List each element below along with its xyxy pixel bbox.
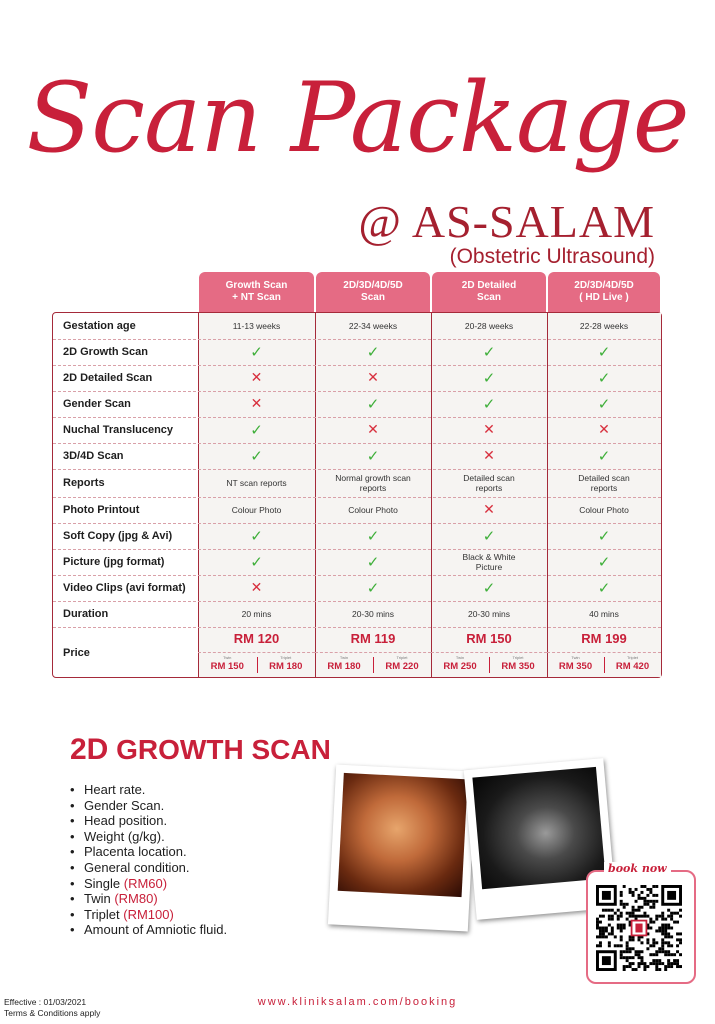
check-icon: ✓ [250,527,263,545]
growth-scan-title [70,732,331,768]
location-heading: @ AS-SALAM [358,196,655,247]
column-header-line: Scan [477,292,501,303]
price-sub-label: Twin [223,655,232,660]
column-header-line: 2D/3D/4D/5D [343,280,403,291]
check-icon: ✓ [597,395,611,413]
table-cell [547,469,661,497]
table-cell [547,497,661,523]
check-icon: ✓ [597,343,611,361]
row-label: Price [63,647,90,659]
cross-icon [315,365,431,391]
growth-scan-list [70,782,227,938]
check-icon [315,391,431,417]
cell-text: 20-28 weeks [464,321,514,331]
cross-icon: ✕ [367,422,379,438]
growth-scan-title-prefix: 2D [70,733,109,766]
effective-date: Effective : 01/03/2021 [4,997,87,1007]
table-cell [547,313,661,339]
row-label: Picture (jpg format) [63,556,165,568]
price-sub-label: Twin [339,655,349,660]
row-label: 3D/4D Scan [63,450,124,462]
row-label: Soft Copy (jpg & Avi) [63,530,173,542]
row-label: Video Clips (avi format) [63,582,186,594]
column-header-line: Growth Scan [225,280,288,291]
check-icon: ✓ [597,447,611,465]
row-label: Gestation age [63,320,136,332]
list-item [70,798,227,814]
row-label: Photo Printout [63,504,140,516]
table-cell [315,497,431,523]
check-icon: ✓ [597,579,611,597]
table-cell [431,549,547,575]
price-single: RM 199 [581,631,627,646]
column-header [199,272,314,312]
list-item-text: Amount of Amniotic fluid. [84,922,228,938]
cell-text: 22-34 weeks [348,321,398,331]
list-item-text: Triplet [84,906,124,922]
price-sub-label: Triplet [396,655,408,660]
column-header-line: Scan [361,292,385,303]
cell-text: 20-30 mins [467,609,511,619]
list-item-price: (RM100) [123,906,174,922]
row-label: Reports [63,477,105,489]
check-icon [431,365,547,391]
list-item-text: General condition. [84,859,190,875]
check-icon [547,391,661,417]
cross-icon [198,575,315,601]
price-twin: RM 250 [443,661,477,672]
cross-icon [315,417,431,443]
check-icon [315,575,431,601]
cell-text: Colour Photo [348,505,398,515]
check-icon [198,417,315,443]
cross-icon: ✕ [250,396,263,412]
effective-note [4,997,100,1019]
check-icon: ✓ [366,395,380,413]
list-item-text: Placenta location. [84,844,187,860]
check-icon [547,443,661,469]
check-icon: ✓ [597,553,611,571]
check-icon: ✓ [366,579,380,597]
cell-text: Normal growth scan reports [335,473,411,493]
price-single: RM 119 [350,631,396,646]
check-icon [431,575,547,601]
check-icon: ✓ [366,553,380,571]
check-icon: ✓ [366,447,380,465]
cross-icon [198,391,315,417]
list-item-text: Head position. [84,813,168,829]
column-header-line: 2D/3D/4D/5D [574,280,634,291]
list-item [70,922,227,938]
column-header-line: ( HD Live ) [579,292,629,303]
table-cell [198,601,315,627]
cell-text: 40 mins [589,609,619,619]
check-icon: ✓ [250,447,263,465]
check-icon [315,523,431,549]
check-icon: ✓ [250,421,263,439]
price-single: RM 150 [466,631,512,646]
check-icon [547,365,661,391]
terms-note: Terms & Conditions apply [4,1008,101,1018]
column-header [432,272,546,312]
table-cell [431,313,547,339]
list-item-price: (RM60) [123,875,168,891]
growth-scan-title-rest: GROWTH SCAN [116,734,331,765]
check-icon [315,443,431,469]
table-cell [315,601,431,627]
cross-icon: ✕ [367,370,379,386]
check-icon [198,443,315,469]
price-triplet: RM 350 [501,661,535,672]
list-item [70,782,227,798]
table-cell [315,313,431,339]
cross-icon [547,417,661,443]
row-label: 2D Growth Scan [63,346,148,358]
check-icon [431,339,547,365]
check-icon: ✓ [366,527,380,545]
table-cell [431,601,547,627]
table-cell [431,469,547,497]
check-icon: ✓ [366,343,380,361]
baby-3d-photo [328,764,476,931]
price-twin: RM 350 [558,661,593,672]
price-sub-label: Twin [455,655,465,660]
page-title: Scan Package [26,62,689,174]
check-icon [547,549,661,575]
cell-text: 20-30 mins [351,609,395,619]
list-item-text: Twin [84,891,115,907]
cell-text: NT scan reports [226,478,287,488]
cross-icon [198,365,315,391]
table-cell [198,497,315,523]
row-label: Duration [63,608,109,620]
list-item-price: (RM80) [114,891,158,907]
price-single: RM 120 [233,631,280,646]
cross-icon: ✕ [483,502,495,518]
row-label: 2D Detailed Scan [63,372,153,384]
price-triplet: RM 420 [615,661,650,672]
book-now-label: book now [604,862,671,875]
list-item [70,860,227,876]
list-item-text: Heart rate. [84,782,146,797]
price-triplet: RM 180 [269,661,303,672]
check-icon: ✓ [482,395,496,413]
check-icon: ✓ [482,579,496,597]
table-cell [198,313,315,339]
list-item [70,876,227,892]
price-sub-label: Triplet [627,655,638,660]
list-item [70,891,227,907]
cross-icon: ✕ [483,422,495,438]
check-icon: ✓ [597,527,611,545]
check-icon: ✓ [250,553,263,571]
table-cell [315,469,431,497]
check-icon [315,339,431,365]
cross-icon [431,443,547,469]
cross-icon [431,417,547,443]
cross-icon: ✕ [250,580,263,596]
table-body [52,312,662,678]
booking-qr-code[interactable] [596,885,682,971]
check-icon: ✓ [482,343,496,361]
price-sub-label: Triplet [280,655,292,660]
list-item [70,813,227,829]
price-sub-label: Triplet [512,655,524,660]
column-header-line: + NT Scan [232,292,281,303]
check-icon [547,339,661,365]
table-cell [198,469,315,497]
check-icon: ✓ [250,343,263,361]
check-icon [198,523,315,549]
check-icon: ✓ [482,369,496,387]
row-label: Gender Scan [63,398,131,410]
column-header [316,272,430,312]
cell-text: Black & White Picture [462,552,516,572]
cross-icon: ✕ [598,422,610,438]
check-icon [431,523,547,549]
cell-text: Detailed scan reports [578,473,630,493]
subtitle: (Obstetric Ultrasound) [449,245,655,268]
cross-icon: ✕ [250,370,263,386]
cell-text: Colour Photo [579,505,629,515]
list-item [70,907,227,923]
cell-text: 20 mins [241,609,272,619]
check-icon: ✓ [482,527,496,545]
check-icon [198,339,315,365]
price-sub-label: Twin [571,655,580,660]
list-item-text: Weight (g/kg). [84,828,165,844]
check-icon: ✓ [597,369,611,387]
price-triplet: RM 220 [385,661,419,672]
column-header-line: 2D Detailed [461,280,517,291]
check-icon [315,549,431,575]
cell-text: Colour Photo [231,505,282,515]
check-icon [431,391,547,417]
check-icon [547,575,661,601]
cell-text: Detailed scan reports [463,473,515,493]
check-icon [547,523,661,549]
list-item [70,829,227,845]
cell-text: 11-13 weeks [232,321,281,331]
column-header [548,272,660,312]
booking-url[interactable]: www.kliniksalam.com/booking [257,996,458,1008]
price-twin: RM 180 [327,661,361,672]
table-cell [547,601,661,627]
list-item-text: Single [84,875,124,891]
price-twin: RM 150 [210,661,244,672]
row-label: Nuchal Translucency [63,424,174,436]
check-icon [198,549,315,575]
cross-icon [431,497,547,523]
list-item [70,844,227,860]
cross-icon: ✕ [483,448,495,464]
cell-text: 22-28 weeks [579,321,629,331]
list-item-text: Gender Scan. [84,797,165,813]
